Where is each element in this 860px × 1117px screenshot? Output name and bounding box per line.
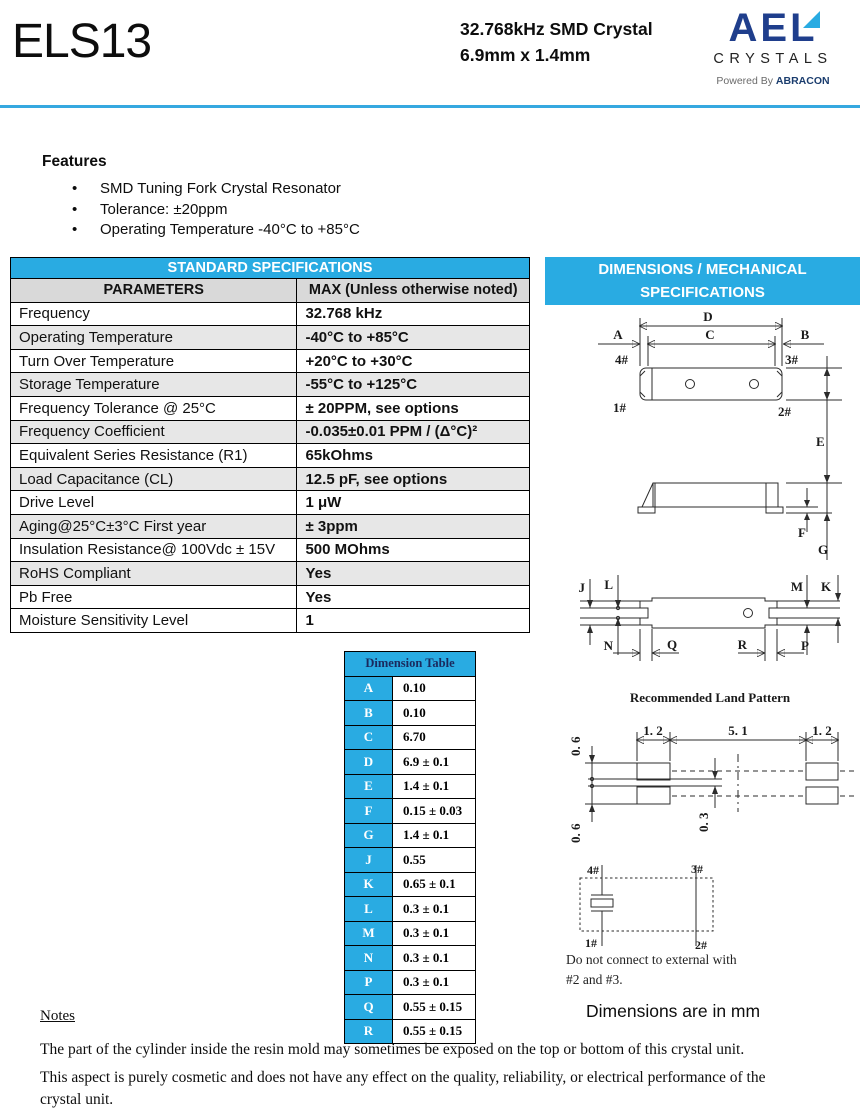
dim-label-a: A — [613, 327, 623, 342]
value-cell: ± 3ppm — [297, 514, 530, 538]
dim-value: 0.3 ± 0.1 — [393, 946, 476, 971]
dim-key: K — [345, 872, 393, 897]
table-row — [11, 491, 530, 515]
dimensions-section-header — [545, 257, 860, 305]
table-row — [345, 799, 476, 824]
schematic-note-line1: Do not connect to external with — [566, 952, 737, 967]
pin-label-2: 2# — [778, 404, 791, 419]
table-row — [11, 302, 530, 326]
table-row — [11, 396, 530, 420]
dim-value: 0.10 — [393, 676, 476, 701]
page-title: ELS13 — [12, 15, 152, 68]
dim-value: 1.4 ± 0.1 — [393, 774, 476, 799]
lp-dim-row-gap: 0. 3 — [696, 812, 711, 832]
dim-label-c: C — [705, 327, 715, 342]
dim-key: Q — [345, 995, 393, 1020]
table-row — [345, 701, 476, 726]
table-row — [11, 585, 530, 609]
param-cell: Moisture Sensitivity Level — [11, 609, 297, 633]
schematic-pin-3: 3# — [691, 862, 703, 876]
dim-label-r: R — [737, 637, 747, 652]
dim-value: 0.55 ± 0.15 — [393, 995, 476, 1020]
powered-prefix: Powered By — [716, 75, 776, 87]
spec-title-row — [11, 258, 530, 279]
table-row — [11, 467, 530, 491]
feature-item: • Tolerance: ±20ppm — [42, 200, 360, 221]
param-cell: Aging@25°C±3°C First year — [11, 514, 297, 538]
table-row — [11, 373, 530, 397]
logo-wordmark — [729, 8, 818, 48]
pin-label-4: 4# — [615, 352, 628, 367]
schematic-note — [566, 950, 737, 989]
dim-key: N — [345, 946, 393, 971]
notes-paragraph: This aspect is purely cosmetic and does not have any effect on the quality, reliability, or electrical performance of the crystal unit. — [40, 1069, 766, 1109]
value-cell: 65kOhms — [297, 444, 530, 468]
connection-schematic — [575, 858, 775, 953]
param-cell: Pb Free — [11, 585, 297, 609]
table-row — [11, 326, 530, 350]
table-row — [345, 848, 476, 873]
dim-key: E — [345, 774, 393, 799]
schematic-pin-2: 2# — [695, 938, 707, 952]
param-cell: RoHS Compliant — [11, 562, 297, 586]
value-cell: -40°C to +85°C — [297, 326, 530, 350]
dim-value: 0.3 ± 0.1 — [393, 921, 476, 946]
notes-paragraph: The part of the cylinder inside the resin mold may sometimes be exposed on the top or bottom of this crystal unit. — [40, 1041, 745, 1058]
lp-dim-pad-right: 1. 2 — [812, 723, 832, 738]
dim-value: 0.55 — [393, 848, 476, 873]
dim-key: C — [345, 725, 393, 750]
dim-label-l: L — [604, 577, 613, 592]
param-cell: Storage Temperature — [11, 373, 297, 397]
dim-label-j: J — [578, 580, 585, 595]
standard-specifications-table — [10, 257, 530, 633]
table-row — [11, 420, 530, 444]
dim-key: D — [345, 750, 393, 775]
table-row — [345, 774, 476, 799]
dim-label-d: D — [703, 309, 713, 324]
param-cell: Equivalent Series Resistance (R1) — [11, 444, 297, 468]
lp-dim-h-bottom: 0. 6 — [568, 823, 583, 843]
dim-key: J — [345, 848, 393, 873]
top-view-drawing — [560, 306, 860, 462]
product-subtitle — [460, 16, 653, 69]
powered-by — [692, 75, 854, 87]
bottom-view-drawing — [555, 565, 860, 687]
table-row — [345, 970, 476, 995]
dim-label-f: F — [798, 525, 806, 540]
dim-title-row — [345, 652, 476, 677]
dim-value: 0.15 ± 0.03 — [393, 799, 476, 824]
dim-value: 0.10 — [393, 701, 476, 726]
param-cell: Frequency Tolerance @ 25°C — [11, 396, 297, 420]
feature-item: • SMD Tuning Fork Crystal Resonator — [42, 179, 360, 200]
value-cell: 12.5 pF, see options — [297, 467, 530, 491]
dim-label-g: G — [818, 542, 829, 557]
table-row — [345, 725, 476, 750]
dim-key: B — [345, 701, 393, 726]
schematic-pin-1: 1# — [585, 936, 597, 950]
dim-value: 0.3 ± 0.1 — [393, 970, 476, 995]
param-cell: Frequency — [11, 302, 297, 326]
value-cell: +20°C to +30°C — [297, 349, 530, 373]
value-cell: 32.768 kHz — [297, 302, 530, 326]
value-cell: 1 μW — [297, 491, 530, 515]
dim-table-title: Dimension Table — [345, 652, 476, 677]
dim-value: 0.55 ± 0.15 — [393, 1019, 476, 1044]
table-row — [345, 995, 476, 1020]
table-row — [11, 349, 530, 373]
feature-item: • Operating Temperature -40°C to +85°C — [42, 220, 360, 241]
dim-key: G — [345, 823, 393, 848]
param-cell: Insulation Resistance@ 100Vdc ± 15V — [11, 538, 297, 562]
dim-value: 6.70 — [393, 725, 476, 750]
land-pattern-title: Recommended Land Pattern — [629, 690, 791, 705]
dim-key: P — [345, 970, 393, 995]
lp-dim-gap: 5. 1 — [728, 723, 748, 738]
table-row — [11, 562, 530, 586]
param-cell: Frequency Coefficient — [11, 420, 297, 444]
units-note: Dimensions are in mm — [586, 1001, 761, 1021]
dim-key: L — [345, 897, 393, 922]
col-max: MAX (Unless otherwise noted) — [297, 279, 530, 303]
param-cell: Load Capacitance (CL) — [11, 467, 297, 491]
spec-header-row — [11, 279, 530, 303]
schematic-pin-4: 4# — [587, 863, 599, 877]
pin-label-3: 3# — [785, 352, 798, 367]
lp-dim-h-top: 0. 6 — [568, 736, 583, 756]
table-row — [11, 514, 530, 538]
table-row — [11, 444, 530, 468]
dim-value: 0.65 ± 0.1 — [393, 872, 476, 897]
col-parameters: PARAMETERS — [11, 279, 297, 303]
table-row — [345, 750, 476, 775]
pin-label-1: 1# — [613, 400, 626, 415]
logo-text: AEL — [728, 6, 818, 50]
dim-header-line1: DIMENSIONS / MECHANICAL — [598, 261, 807, 278]
land-pattern-drawing — [560, 688, 860, 856]
dim-label-k: K — [821, 579, 832, 594]
header-divider — [0, 105, 860, 108]
dim-value: 0.3 ± 0.1 — [393, 897, 476, 922]
value-cell: Yes — [297, 562, 530, 586]
table-row — [345, 676, 476, 701]
value-cell: -55°C to +125°C — [297, 373, 530, 397]
value-cell: 1 — [297, 609, 530, 633]
side-view-drawing — [560, 462, 860, 568]
value-cell: Yes — [297, 585, 530, 609]
ael-crystals-logo — [692, 8, 854, 87]
table-row — [345, 1019, 476, 1044]
powered-brand: ABRACON — [775, 75, 830, 87]
features-heading: Features — [42, 153, 107, 170]
table-row — [345, 872, 476, 897]
lp-dim-pad-left: 1. 2 — [643, 723, 663, 738]
dim-label-e: E — [816, 434, 825, 449]
dimension-table — [344, 651, 476, 1044]
value-cell: -0.035±0.01 PPM / (Δ°C)² — [297, 420, 530, 444]
schematic-note-line2: #2 and #3. — [566, 971, 623, 987]
subtitle-line2: 6.9mm x 1.4mm — [460, 45, 591, 66]
value-cell: ± 20PPM, see options — [297, 396, 530, 420]
table-row — [345, 823, 476, 848]
dim-label-m: M — [790, 579, 803, 594]
notes-heading: Notes — [40, 1008, 75, 1024]
dim-value: 6.9 ± 0.1 — [393, 750, 476, 775]
dim-label-n: N — [603, 638, 613, 653]
param-cell: Operating Temperature — [11, 326, 297, 350]
dim-label-b: B — [800, 327, 810, 342]
table-row — [11, 609, 530, 633]
dim-label-q: Q — [667, 637, 678, 652]
features-list — [42, 179, 360, 241]
logo-subtext: CRYSTALS — [713, 51, 833, 67]
logo-triangle-icon — [803, 11, 820, 28]
table-row — [345, 921, 476, 946]
subtitle-line1: 32.768kHz SMD Crystal — [460, 19, 653, 39]
param-cell: Drive Level — [11, 491, 297, 515]
features-section — [42, 153, 360, 241]
table-row — [345, 946, 476, 971]
table-row — [345, 897, 476, 922]
value-cell: 500 MOhms — [297, 538, 530, 562]
dim-key: M — [345, 921, 393, 946]
dim-key: F — [345, 799, 393, 824]
dim-header-line2: SPECIFICATIONS — [640, 284, 765, 301]
dim-label-p: P — [801, 638, 809, 653]
dim-key: R — [345, 1019, 393, 1044]
table-row — [11, 538, 530, 562]
dim-key: A — [345, 676, 393, 701]
param-cell: Turn Over Temperature — [11, 349, 297, 373]
spec-table-title: STANDARD SPECIFICATIONS — [11, 258, 530, 279]
dim-value: 1.4 ± 0.1 — [393, 823, 476, 848]
